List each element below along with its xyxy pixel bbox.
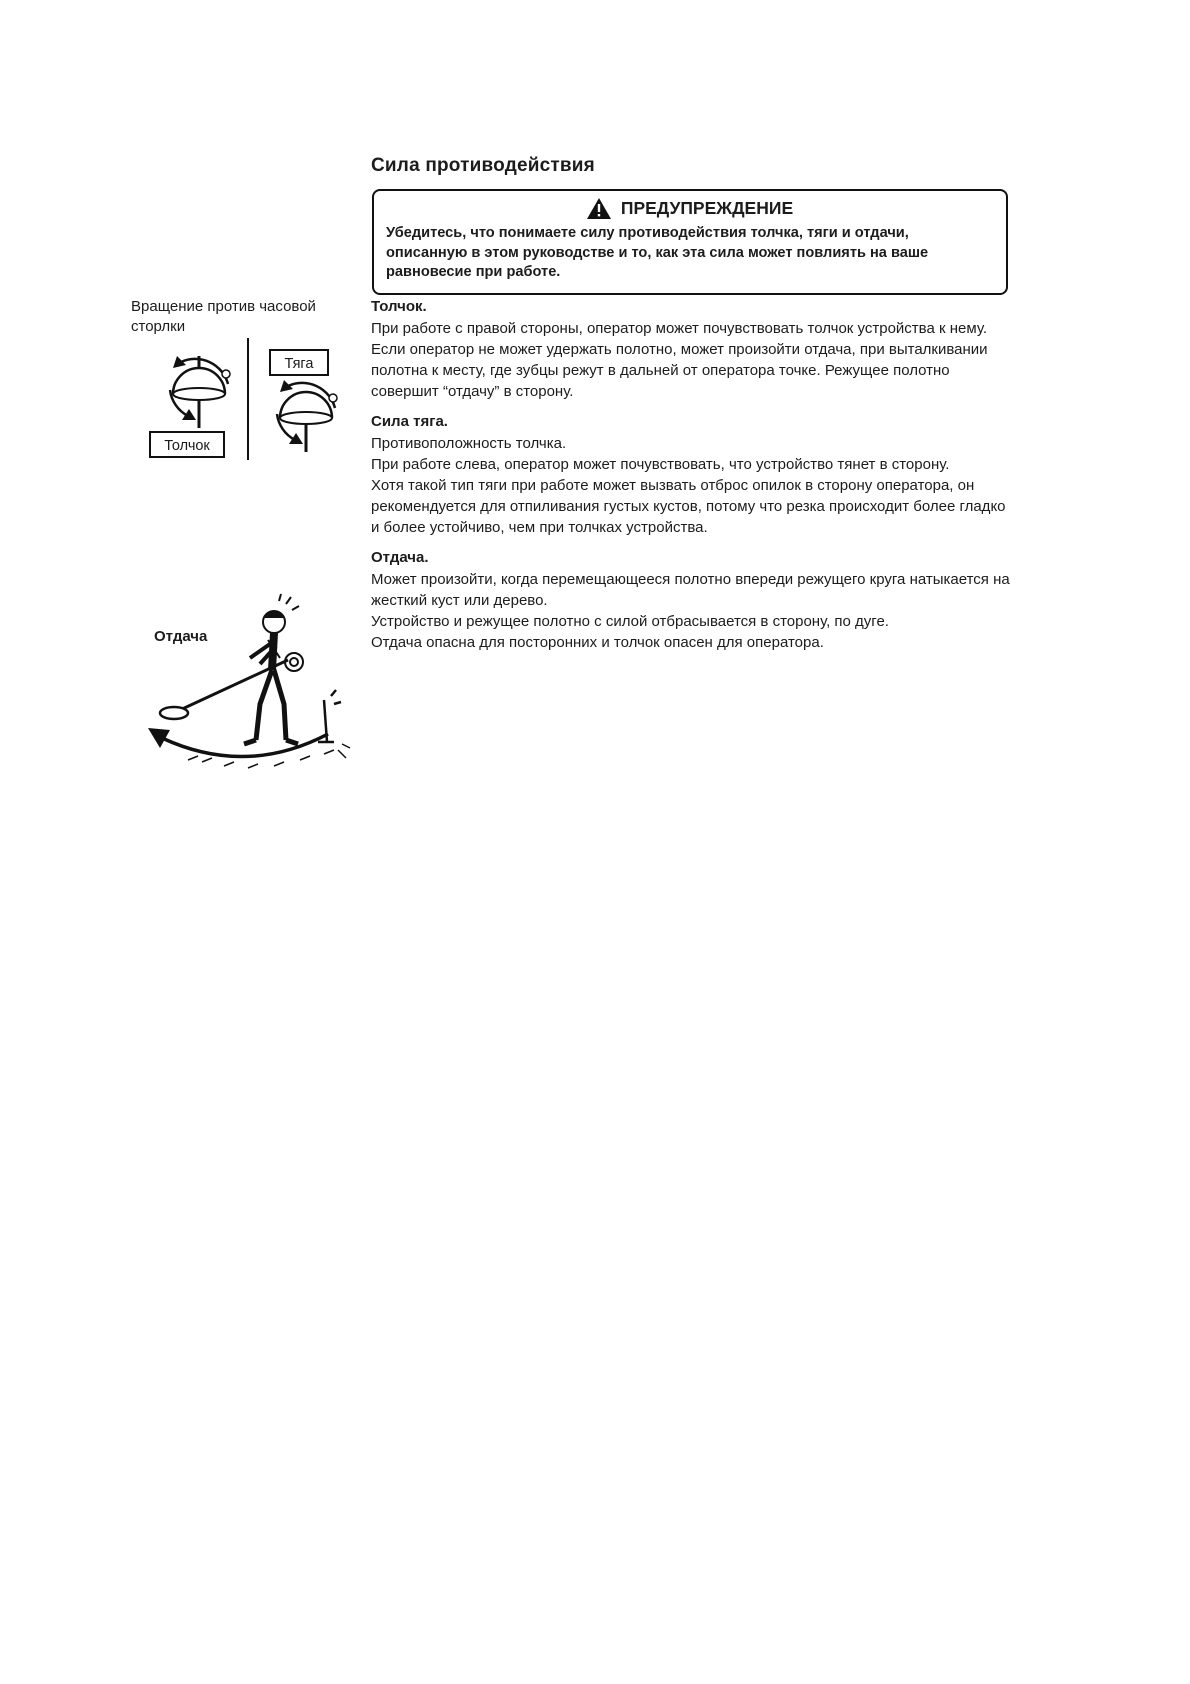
push-label-box xyxy=(150,432,224,457)
kickback-label: Отдача xyxy=(154,628,208,645)
kickback-arc-arrow xyxy=(148,728,328,757)
section-pull-paragraph: Хотя такой тип тяги при работе может вызвать отброс опилок в сторону оператора, он рекомендуется для отпиливания густых кустов, потому что резка происходит более гладко и более устойчиво, чем при толчках устройства. xyxy=(371,477,1006,536)
pull-label-box xyxy=(270,350,328,375)
pull-head-icon xyxy=(277,380,337,452)
section-pull-paragraph: Противоположность толчка. xyxy=(371,435,567,452)
section-push-paragraph: Если оператор не может удержать полотно, может произойти отдача, при выталкивании полотна к месту, где зубцы режут в дальней от оператора точке. Режущее полотно совершит “отдачу” в сторону. xyxy=(371,341,988,400)
section-kickback-paragraph: Может произойти, когда перемещающееся полотно впереди режущего круга натыкается на жесткий куст или дерево. xyxy=(371,571,1010,609)
warning-body-text: Убедитесь, что понимаете силу противодействия толчка, тяги и отдачи, описанную в этом руководстве и то, как эта сила может повлиять на ваше равновесие при работе. xyxy=(386,225,929,280)
section-push-heading: Толчок. xyxy=(371,298,427,315)
rotation-caption: Вращение против часовой сторлки xyxy=(131,298,316,335)
kickback-illustration xyxy=(128,592,358,787)
section-push-paragraph: При работе с правой стороны, оператор может почувствовать толчок устройства к нему. xyxy=(371,320,987,337)
section-kickback-paragraph: Отдача опасна для посторонних и толчок опасен для оператора. xyxy=(371,634,824,651)
pull-label: Тяга xyxy=(284,356,314,372)
page-title: Сила противодействия xyxy=(371,155,595,176)
section-push xyxy=(371,298,1014,402)
section-kickback-paragraph: Устройство и режущее полотно с силой отбрасывается в сторону, по дуге. xyxy=(371,613,889,630)
warning-heading-label: ПРЕДУПРЕЖДЕНИЕ xyxy=(620,198,794,218)
section-pull-heading: Сила тяга. xyxy=(371,413,448,430)
main-text-column xyxy=(371,298,1014,664)
trimmer-shaft-icon xyxy=(160,660,288,719)
warning-heading xyxy=(386,198,994,219)
warning-triangle-icon xyxy=(587,198,611,219)
section-kickback-heading: Отдача. xyxy=(371,549,429,566)
push-head-icon xyxy=(170,356,230,428)
section-pull-paragraph: При работе слева, оператор может почувствовать, что устройство тянет в сторону. xyxy=(371,456,950,473)
warning-box xyxy=(372,189,1008,295)
section-pull xyxy=(371,413,1014,538)
operator-figure-icon xyxy=(244,594,303,744)
post-icon xyxy=(318,690,341,742)
section-kickback xyxy=(371,549,1014,653)
push-label: Толчок xyxy=(164,438,210,454)
push-pull-diagram xyxy=(136,332,361,472)
